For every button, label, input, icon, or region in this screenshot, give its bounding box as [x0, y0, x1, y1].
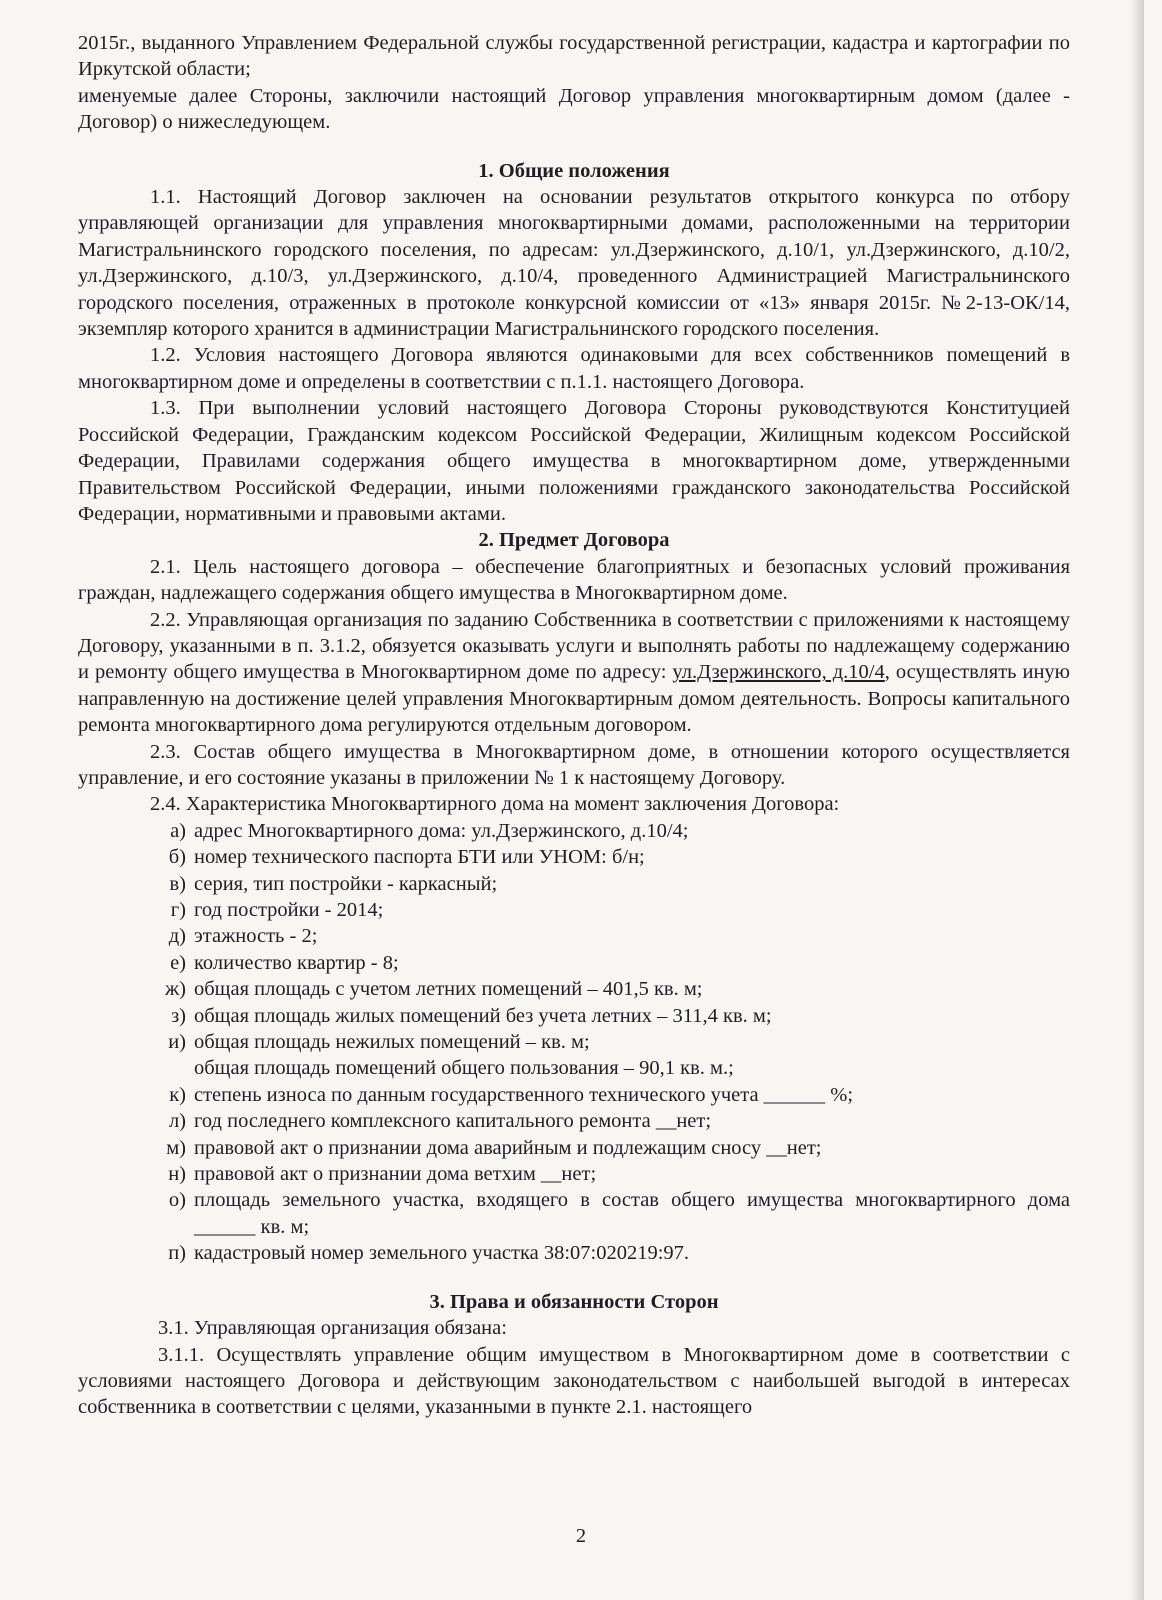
list-item: [152, 976, 1070, 1002]
list-text: правовой акт о признании дома аварийным и подлежащим сносу __нет;: [194, 1136, 822, 1159]
list-text: адрес Многоквартирного дома: ул.Дзержинского, д.10/4;: [194, 819, 689, 842]
list-marker: к): [169, 1083, 186, 1106]
list-item: [152, 871, 1070, 897]
building-characteristics-list: [78, 818, 1070, 1056]
clause-2-2-address: ул.Дзержинского, д.10/4: [672, 661, 885, 684]
clause-2-2-text-a: 2.2. Управляющая организация по заданию Собственника в соответствии с приложениями к настоящему Договору, указанными в п. 3.1.2, обязуется оказывать услуги и выполнять работы по надлежащему содержанию и ремонту общего имущества в Многоквартирном доме по адресу:: [78, 608, 1070, 684]
section-2-heading: 2. Предмет Договора: [478, 529, 670, 552]
clause-1-2: 1.2. Условия настоящего Договора являются одинаковыми для всех собственников помещений в многоквартирном доме и определены в соответствии с п.1.1. настоящего Договора.: [78, 344, 1070, 393]
list-marker: д): [168, 925, 186, 948]
clause-1-3: 1.3. При выполнении условий настоящего Договора Стороны руководствуются Конституцией Российской Федерации, Гражданским кодексом Российской Федерации, Жилищным кодексом Российской Федерации, Правилами содержания общего имущества в многоквартирном доме, утвержденными Правительством Российской Федерации, иными положениями гражданского законодательства Российской Федерации, нормативными и правовыми актами.: [78, 397, 1070, 525]
list-marker: г): [170, 899, 186, 921]
clause-1-1: 1.1. Настоящий Договор заключен на основании результатов открытого конкурса по отбору управляющей организации для управления многоквартирными домами, расположенными на территории Магистральнинского городского поселения, по адресам: ул.Дзержинского, д.10/1, ул.Дзержинского, д.10/2, ул.Дзержинского, д.10/3, ул.Дзержинского, д.10/4, проведенного Администрацией Магистральнинского городского поселения, отраженных в протоколе конкурсной комиссии от «13» января 2015г. №2-13-ОК/14, экземпляр которого хранится в администрации Магистральнинского городского поселения.: [78, 186, 1070, 341]
building-characteristics-list-continued: [78, 1082, 1070, 1267]
intro-paragraph-1: 2015г., выданного Управлением Федеральной службы государственной регистрации, кадастра и картографии по Иркутской области;: [78, 32, 1070, 81]
list-text: кадастровый номер земельного участка 38:07:020219:97.: [194, 1242, 690, 1265]
list-item: [152, 1135, 1070, 1161]
list-text: количество квартир - 8;: [194, 951, 399, 974]
list-text: год постройки - 2014;: [194, 899, 384, 921]
list-text: номер технического паспорта БТИ или УНОМ: б/н;: [194, 846, 645, 869]
list-item: [152, 923, 1070, 949]
list-item: [152, 1082, 1070, 1108]
list-text: общая площадь нежилых помещений – кв. м;: [194, 1031, 590, 1054]
list-item: [152, 950, 1070, 976]
list-item: [152, 1161, 1070, 1187]
page-number: 2: [575, 1525, 587, 1547]
list-marker: л): [168, 1110, 186, 1133]
list-marker: о): [168, 1189, 186, 1212]
list-item: [152, 1003, 1070, 1029]
list-item: [152, 818, 1070, 844]
common-area-line: общая площадь помещений общего пользования – 90,1 кв. м.;: [194, 1057, 734, 1080]
list-item: [152, 897, 1070, 923]
list-marker: а): [170, 819, 186, 842]
clause-2-4: 2.4. Характеристика Многоквартирного дома на момент заключения Договора:: [150, 793, 840, 816]
list-marker: н): [168, 1163, 186, 1186]
list-marker: и): [168, 1031, 186, 1054]
list-marker: б): [168, 846, 186, 869]
clause-2-1: 2.1. Цель настоящего договора – обеспечение благоприятных и безопасных условий проживания граждан, надлежащего содержания общего имущества в Многоквартирном доме.: [78, 555, 1070, 605]
list-text: правовой акт о признании дома ветхим __нет;: [194, 1163, 597, 1186]
clause-2-2: [78, 607, 1070, 739]
list-text: год последнего комплексного капитального ремонта __нет;: [194, 1110, 712, 1133]
list-marker: п): [168, 1242, 186, 1265]
list-marker: ж): [165, 978, 186, 1001]
clause-2-2-text-b: , осуществлять иную направленную на достижение целей управления Многоквартирным домом деятельность. Вопросы капитального ремонта многоквартирного дома регулируются отдельным договором.: [78, 661, 1070, 737]
list-marker: в): [169, 872, 186, 895]
section-3-heading: 3. Права и обязанности Сторон: [429, 1290, 719, 1313]
clause-3-1: 3.1. Управляющая организация обязана:: [158, 1317, 507, 1340]
section-1-heading: 1. Общие положения: [478, 159, 670, 182]
list-item: [152, 1029, 1070, 1055]
clause-3-1-1: 3.1.1. Осуществлять управление общим имуществом в Многоквартирном доме в соответствии с условиями настоящего Договора и действующим законодательством с наибольшей выгодой в интересах собственника в соответствии с целями, указанными в пункте 2.1. настоящего: [78, 1343, 1070, 1419]
list-text: этажность - 2;: [194, 925, 318, 948]
list-text: общая площадь с учетом летних помещений – 401,5 кв. м;: [194, 978, 703, 1001]
list-text: общая площадь жилых помещений без учета летних – 311,4 кв. м;: [194, 1004, 772, 1027]
list-item: [152, 844, 1070, 870]
clause-2-3: 2.3. Состав общего имущества в Многоквартирном доме, в отношении которого осуществляется управление, и его состояние указаны в приложении № 1 к настоящему Договору.: [78, 740, 1070, 789]
list-item: [152, 1187, 1070, 1240]
list-item: [152, 1108, 1070, 1134]
page-edge: [1130, 0, 1144, 1600]
list-marker: е): [170, 951, 186, 974]
list-marker: м): [166, 1136, 186, 1159]
intro-paragraph-2: именуемые далее Стороны, заключили настоящий Договор управления многоквартирным домом (далее - Договор) о нижеследующем.: [78, 84, 1070, 134]
list-item: [152, 1240, 1070, 1266]
list-text: серия, тип постройки - каркасный;: [194, 872, 498, 895]
list-text: степень износа по данным государственного технического учета ______ %;: [194, 1083, 854, 1106]
list-text: площадь земельного участка, входящего в состав общего имущества многоквартирного дома ______ кв. м;: [194, 1189, 1070, 1238]
list-marker: з): [171, 1004, 186, 1027]
